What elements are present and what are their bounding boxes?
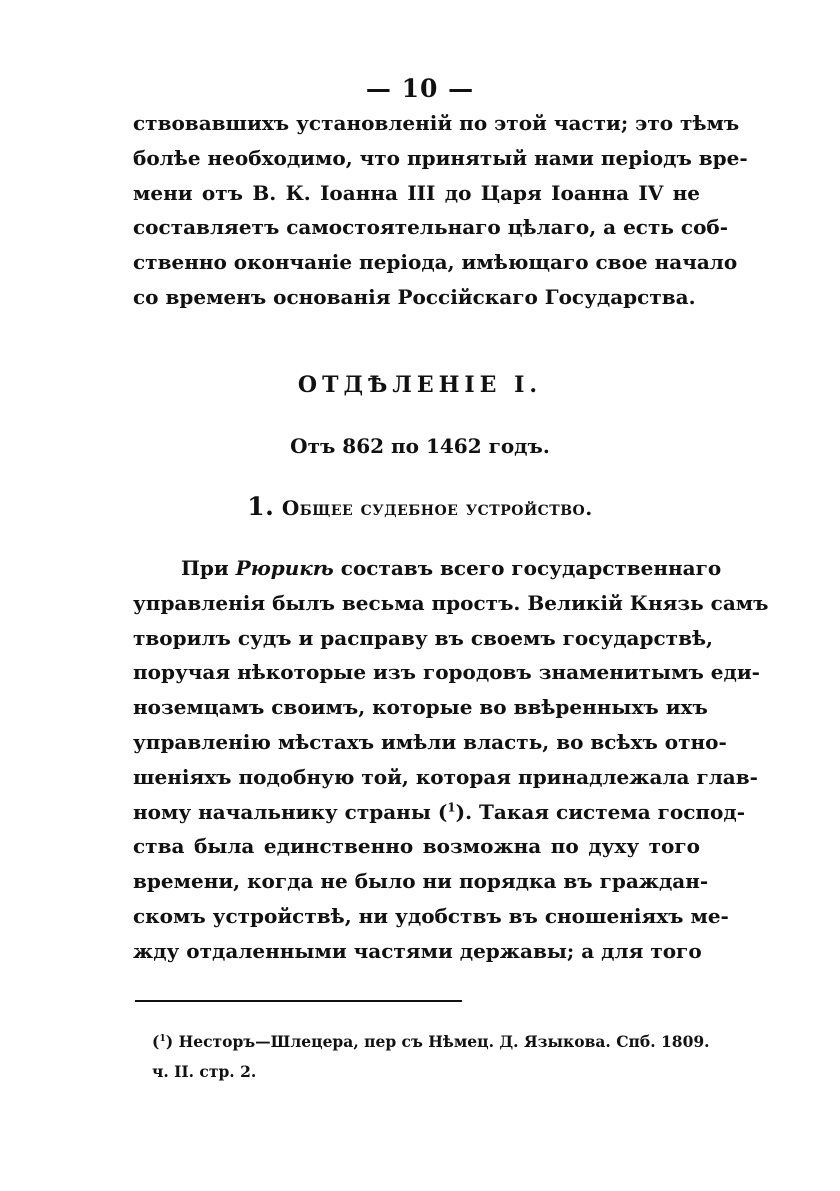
continuation-paragraph	[133, 106, 748, 315]
text-line: ствовавшихъ установленій по этой части; это тѣмъ	[133, 111, 740, 135]
italic-name: Рюрикѣ	[235, 556, 334, 580]
section-period: Отъ 862 по 1462 годъ.	[290, 434, 550, 458]
footnote-ref: 1	[447, 799, 456, 814]
subsection-heading	[0, 492, 840, 521]
text-line: шеніяхъ подобную той, которая принадлежала глав-	[133, 764, 758, 789]
text-line: составляетъ самостоятельнаго цѣлаго, а есть соб-	[133, 215, 729, 240]
text-line: ства была единственно возможна по духу того	[133, 834, 700, 859]
text-line: творилъ судъ и расправу въ своемъ государствѣ,	[133, 625, 713, 650]
text-line: управленія былъ весьма простъ. Великій Князь самъ	[133, 590, 769, 615]
section-heading: ОТДѢЛЕНІЕ I.	[297, 372, 543, 398]
text-line: ственно окончаніе періода, имѣющаго свое начало	[133, 250, 738, 275]
text-fragment: При	[181, 556, 236, 580]
subsection-number: 1.	[247, 492, 275, 521]
text-line: ноземцамъ своимъ, которые во ввѣренныхъ ихъ	[133, 695, 708, 720]
text-line: поручая нѣкоторые изъ городовъ знаменитымъ еди-	[133, 660, 760, 685]
text-line: управленію мѣстахъ имѣли власть, во всѣхъ отно-	[133, 729, 727, 754]
footnote-number: 1	[159, 1032, 166, 1044]
text-line	[133, 795, 746, 830]
text-fragment: ному начальнику страны (	[133, 799, 448, 824]
subsection-title: Общее судебное устройство.	[281, 496, 593, 520]
text-line: жду отдаленными частями державы; а для того	[133, 938, 702, 963]
text-line: болѣе необходимо, что принятый нами періодъ вре-	[133, 145, 748, 170]
text-fragment: ). Такая система господ-	[455, 799, 746, 824]
footnote-text: Несторъ—Шлецера, пер съ Нѣмец. Д. Языкова. Спб. 1809.	[178, 1032, 710, 1051]
footnotes	[152, 1027, 710, 1087]
footnote-paren: (	[152, 1032, 160, 1051]
text-line	[133, 551, 722, 586]
footnote-marker	[152, 1032, 179, 1051]
text-line: со временъ основанія Россійскаго Государства.	[133, 284, 696, 309]
text-line: времени, когда не было ни порядка въ граждан-	[133, 869, 709, 894]
text-fragment: составъ всего государственнаго	[333, 556, 722, 580]
page-number: — 10 —	[365, 74, 475, 103]
footnote-divider	[135, 1000, 462, 1002]
text-line: мени отъ В. К. Іоанна III до Царя Іоанна IV не	[133, 180, 700, 205]
footnote-line	[152, 1027, 710, 1057]
body-paragraph	[133, 551, 769, 969]
footnote-paren: )	[165, 1032, 179, 1051]
footnote-line: ч. II. стр. 2.	[152, 1062, 257, 1081]
text-line: скомъ устройствѣ, ни удобствъ въ сношеніяхъ ме-	[133, 903, 729, 928]
